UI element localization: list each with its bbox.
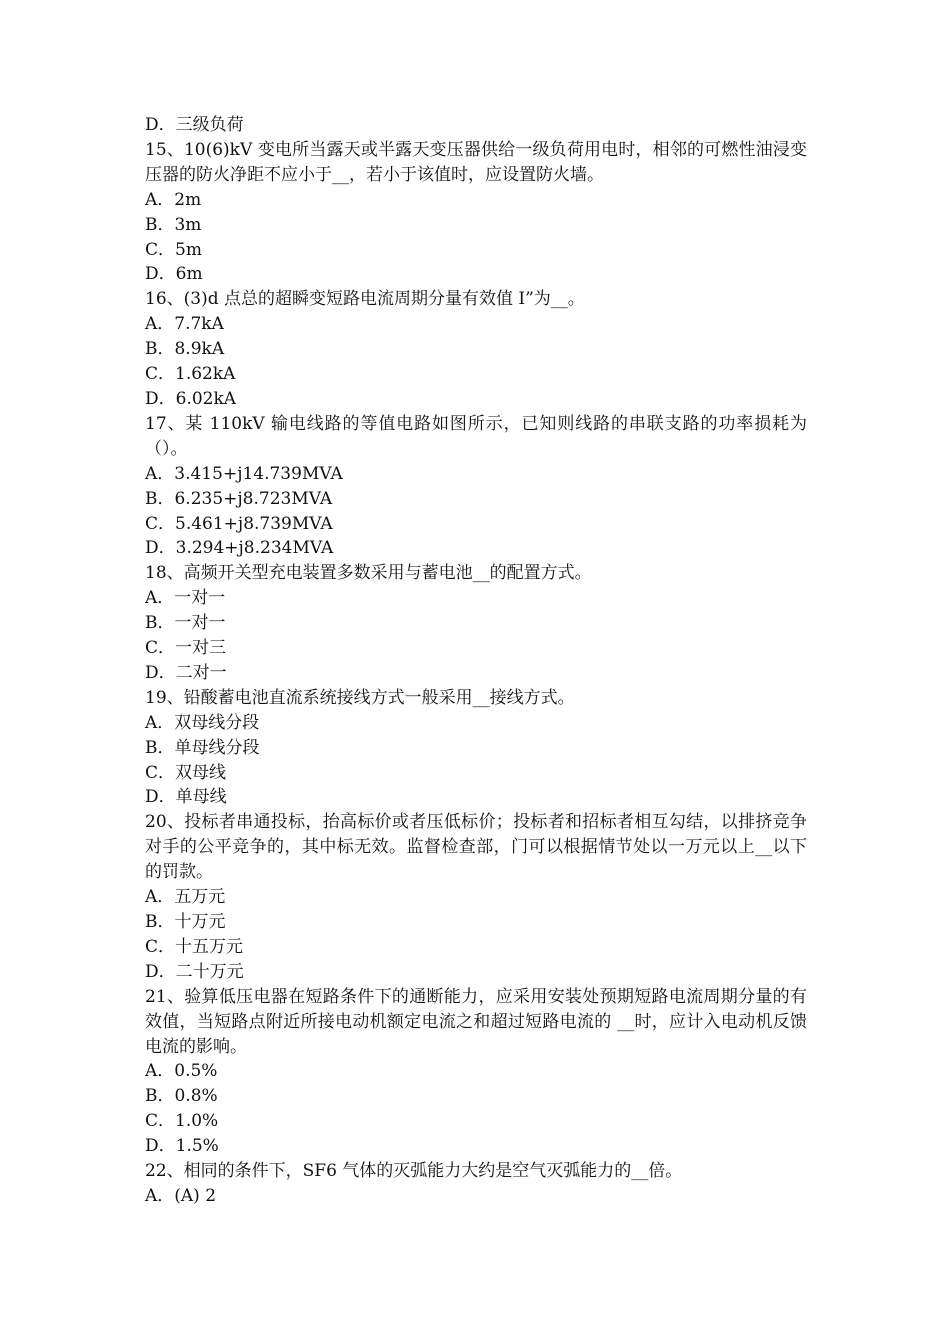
option-item: D．1.5%	[145, 1136, 219, 1157]
question-block	[145, 1159, 807, 1209]
option-item: D．二十万元	[145, 961, 244, 982]
option-item: A．0.5%	[145, 1061, 218, 1082]
option-item: A．3.415+j14.739MVA	[145, 463, 343, 484]
option-item: D．6m	[145, 264, 203, 285]
option-item: B．十万元	[145, 912, 226, 932]
question-block	[145, 686, 807, 811]
question-block	[145, 287, 807, 412]
option-item: B．6.235+j8.723MVA	[145, 488, 333, 509]
option-item: B．8.9kA	[145, 339, 225, 360]
question-text: 15、10(6)kV 变电所当露天或半露天变压器供给一级负荷用电时，相邻的可燃性油浸变压器的防火净距不应小于__，若小于该值时，应设置防火墙。	[145, 139, 807, 185]
option-item: D．单母线	[145, 787, 227, 808]
option-item: A．2m	[145, 189, 202, 210]
document-page	[145, 113, 807, 1209]
option-item: D．三级负荷	[145, 115, 244, 135]
question-list	[145, 138, 807, 1209]
question-text: 18、高频开关型充电装置多数采用与蓄电池__的配置方式。	[145, 563, 592, 584]
question-text: 21、验算低压电器在短路条件下的通断能力，应采用安装处预期短路电流周期分量的有效值，当短路点附近所接电动机额定电流之和超过短路电流的 __时，应计入电动机反馈电流的影响。	[145, 986, 807, 1057]
option-item: A．一对一	[145, 588, 226, 609]
question-block	[145, 561, 807, 686]
option-item: B．3m	[145, 214, 202, 235]
question-block	[145, 985, 807, 1159]
carryover-options	[145, 113, 807, 138]
option-item: D．6.02kA	[145, 388, 237, 409]
option-item: C．5.461+j8.739MVA	[145, 513, 333, 534]
question-text: 20、投标者串通投标，抬高标价或者压低标价；投标者和招标者相互勾结，以排挤竞争对手的公平竞争的，其中标无效。监督检查部，门可以根据情节处以一万元以上__以下的罚款。	[145, 812, 807, 883]
option-item: C．1.62kA	[145, 364, 236, 385]
option-item: A．双母线分段	[145, 712, 260, 733]
question-block	[145, 412, 807, 561]
option-item: C．十五万元	[145, 936, 244, 957]
option-item: D．3.294+j8.234MVA	[145, 538, 334, 559]
option-item: B．单母线分段	[145, 737, 260, 758]
question-text: 19、铅酸蓄电池直流系统接线方式一般采用__接线方式。	[145, 687, 575, 708]
option-item: B．0.8%	[145, 1086, 218, 1107]
option-item: C．一对三	[145, 638, 227, 659]
option-item: A．五万元	[145, 887, 226, 908]
option-item: C．双母线	[145, 762, 227, 783]
question-block	[145, 810, 807, 984]
question-text: 16、(3)d 点总的超瞬变短路电流周期分量有效值 I”为__。	[145, 289, 585, 310]
option-item: A．7.7kA	[145, 314, 224, 335]
option-item: D．二对一	[145, 662, 227, 683]
question-block	[145, 138, 807, 287]
option-item: C．1.0%	[145, 1111, 219, 1132]
question-text: 17、某 110kV 输电线路的等值电路如图所示，已知则线路的串联支路的功率损耗为（）。	[145, 413, 807, 459]
option-item: C．5m	[145, 239, 202, 260]
option-item: A．(A) 2	[145, 1185, 217, 1206]
question-text: 22、相同的条件下，SF6 气体的灭弧能力大约是空气灭弧能力的__倍。	[145, 1161, 683, 1182]
option-item: B．一对一	[145, 613, 226, 634]
